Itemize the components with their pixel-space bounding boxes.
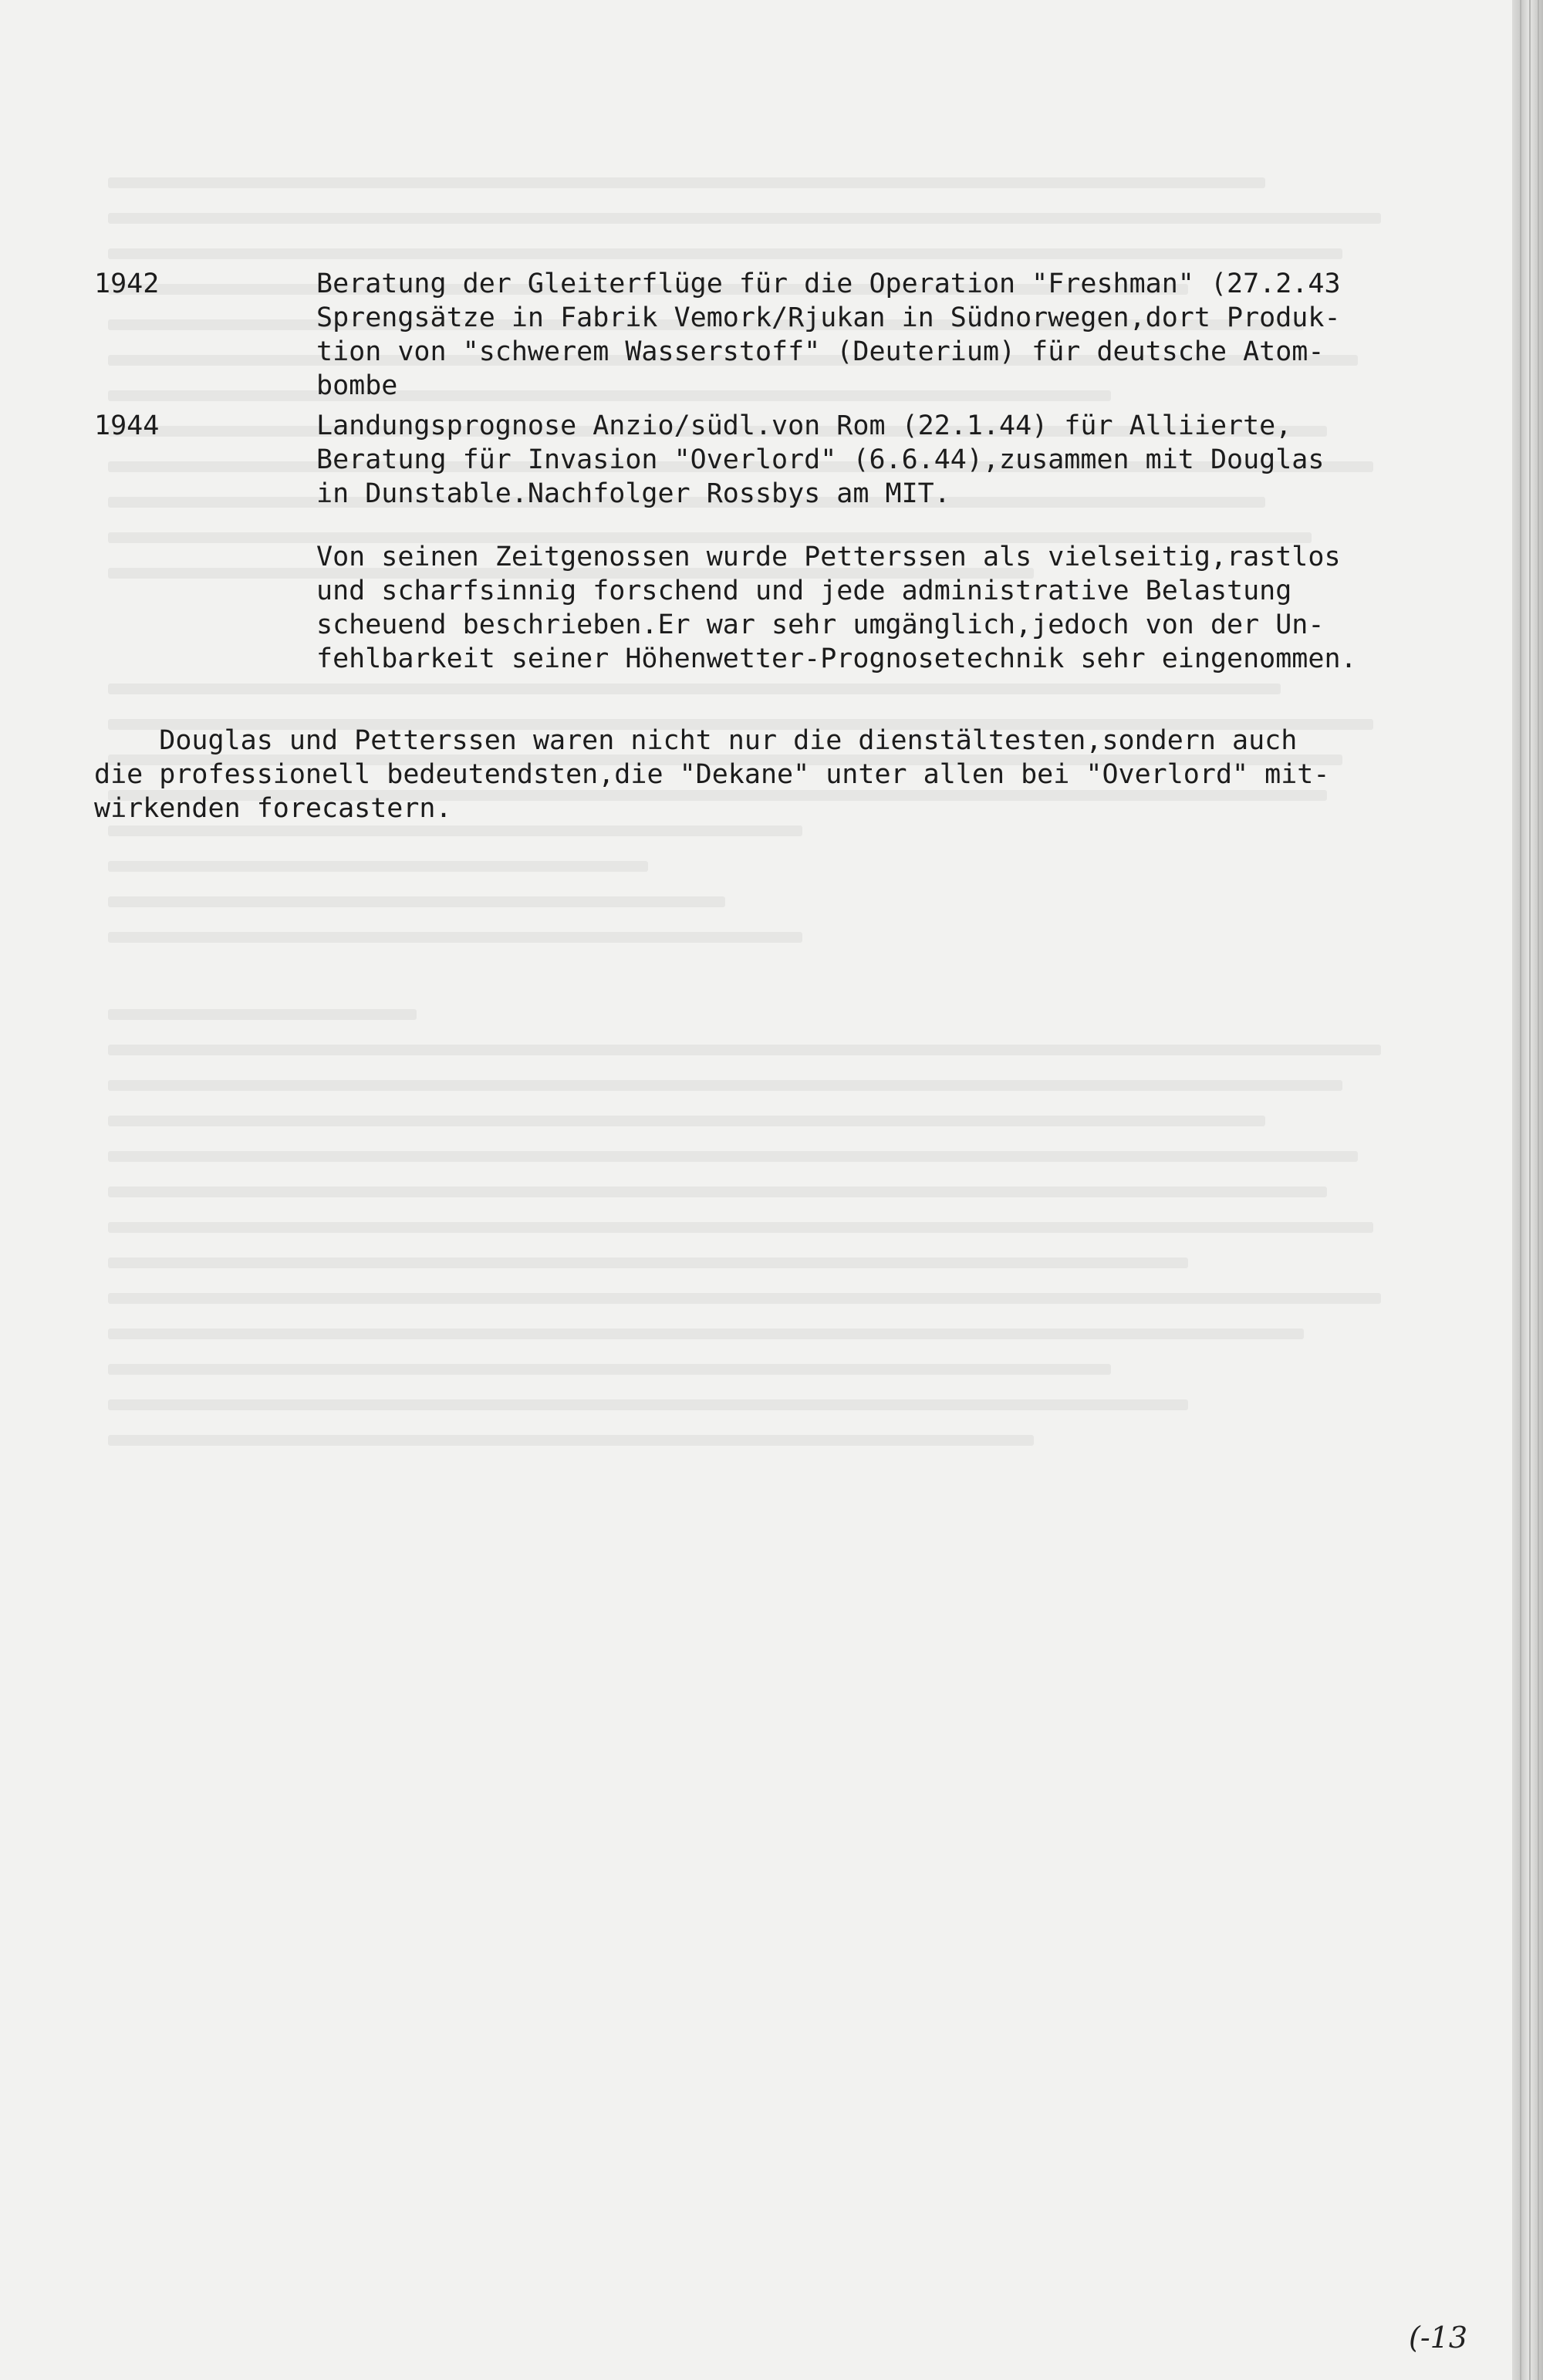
entry-line: Landungsprognose Anzio/südl.von Rom (22.1.44) für Alliierte, — [316, 410, 1292, 441]
entry-line: Sprengsätze in Fabrik Vemork/Rjukan in Südnorwegen,dort Produk- — [316, 302, 1341, 333]
page-edge-shadow — [1512, 0, 1543, 2380]
paragraph-line: scheuend beschrieben.Er war sehr umgänglich,jedoch von der Un- — [316, 609, 1325, 640]
entry-text — [316, 409, 1420, 511]
paragraph-line: die professionell bedeutendsten,die "Dekane" unter allen bei "Overlord" mit- — [94, 759, 1330, 790]
entry-year: 1942 — [94, 268, 160, 299]
paragraph-douglas — [94, 724, 1437, 825]
entry-year: 1944 — [94, 410, 160, 441]
paragraph-line: und scharfsinnig forschend und jede administrative Belastung — [316, 576, 1292, 606]
paragraph-line: fehlbarkeit seiner Höhenwetter-Prognosetechnik sehr eingenommen. — [316, 643, 1357, 674]
entry-line: tion von "schwerem Wasserstoff" (Deuterium) für deutsche Atom- — [316, 336, 1325, 367]
page-number: (-13 — [1409, 2321, 1468, 2355]
paragraph-line: Von seinen Zeitgenossen wurde Petterssen als vielseitig,rastlos — [316, 542, 1341, 572]
entry-line: Beratung für Invasion "Overlord" (6.6.44),zusammen mit Douglas — [316, 444, 1325, 475]
entry-line: bombe — [316, 370, 398, 401]
paragraph-petterssen — [316, 540, 1427, 676]
entry-line: in Dunstable.Nachfolger Rossbys am MIT. — [316, 478, 950, 509]
paragraph-line: Douglas und Petterssen waren nicht nur die dienstältesten,sondern auch — [94, 725, 1298, 756]
entry-line: Beratung der Gleiterflüge für die Operation "Freshman" (27.2.43 — [316, 268, 1341, 299]
entry-text — [316, 267, 1420, 403]
paragraph-line: wirkenden forecastern. — [94, 793, 452, 824]
